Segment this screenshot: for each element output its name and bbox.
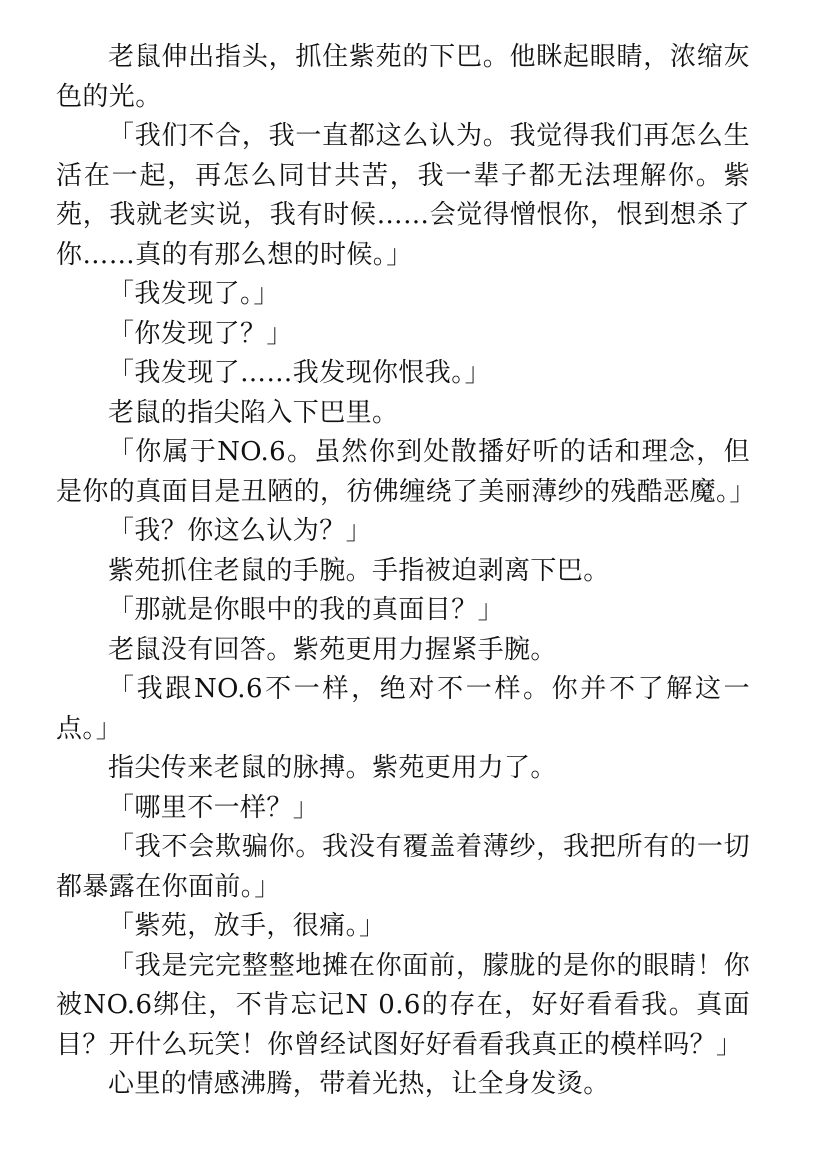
paragraph: 心里的情感沸腾，带着光热，让全身发烫。 [108,1069,610,1099]
paragraph: 「我发现了。」 [108,279,280,309]
paragraph: 老鼠伸出指头，抓住紫苑的下巴。他眯起眼睛，浓缩灰色的光。 [56,42,750,112]
paragraph: 「我跟NO.6不一样，绝对不一样。你并不了解这一点。」 [56,674,750,744]
paragraph: 「我发现了……我发现你恨我。」 [108,358,492,388]
paragraph: 「你发现了？」 [108,318,293,349]
document-page [56,38,756,1105]
paragraph: 老鼠的指尖陷入下巴里。 [108,397,399,428]
paragraph: 「哪里不一样？」 [108,792,320,823]
paragraph: 老鼠没有回答。紫苑更用力握紧手腕。 [108,634,557,665]
paragraph: 「我？你这么认为？」 [108,516,373,546]
paragraph: 「紫苑，放手，很痛。」 [108,911,386,941]
paragraph: 「我是完完整整地摊在你面前，朦胧的是你的眼睛！你被NO.6绑住，不肯忘记N 0.6的存在，好好看看我。真面目？开什么玩笑！你曾经试图好好看看我真正的模样吗？」 [56,950,750,1060]
paragraph: 「你属于NO.6。虽然你到处散播好听的话和理念，但是你的真面目是丑陋的，彷佛缠绕了美丽薄纱的残酷恶魔。」 [56,437,756,507]
paragraph: 「我们不合，我一直都这么认为。我觉得我们再怎么生活在一起，再怎么同甘共苦，我一辈子都无法理解你。紫苑，我就老实说，我有时候……会觉得憎恨你，恨到想杀了你……真的有那么想的时候。」 [56,121,750,270]
paragraph: 紫苑抓住老鼠的手腕。手指被迫剥离下巴。 [108,555,610,586]
paragraph: 「那就是你眼中的我的真面目？」 [108,595,505,625]
paragraph: 指尖传来老鼠的脉搏。紫苑更用力了。 [108,753,557,783]
paragraph: 「我不会欺骗你。我没有覆盖着薄纱，我把所有的一切都暴露在你面前。」 [56,832,750,902]
